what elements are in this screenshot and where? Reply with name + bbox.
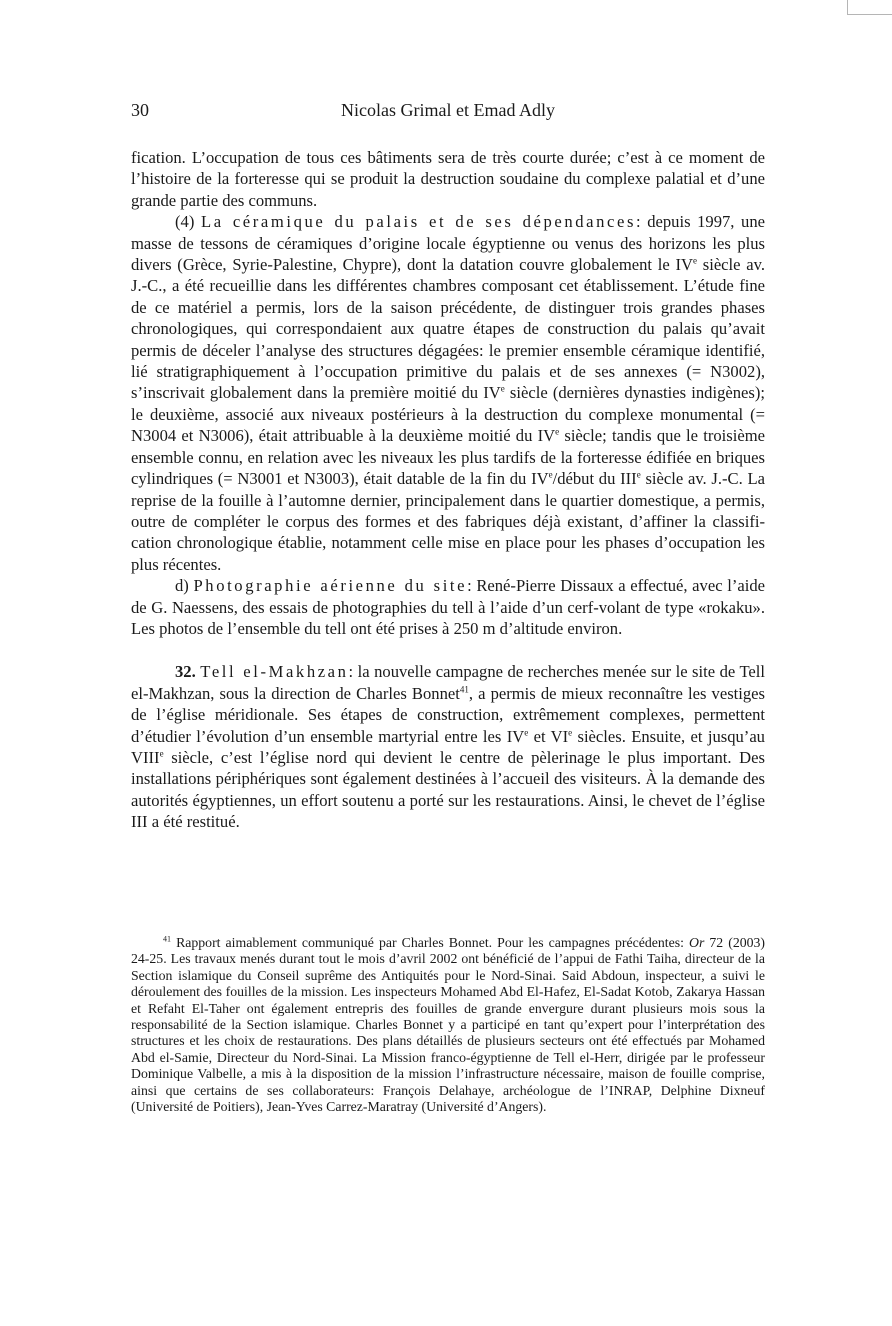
superscript: e	[548, 469, 553, 480]
journal-abbreviation: Or	[688, 935, 705, 950]
footnote-text: 72 (2003) 24-25. Les travaux menés durant tout le mois d’avril 2002 ont bénéficié de l’appui de Fathi Taiha, directeur de la Section islamique du Conseil suprême des Antiquités pour le Nord-Sinai. Said Abdoun, inspecteur, a suivi le déroulement des fouilles de la mission. Les inspecteurs Mohamed Abd El-Hafez, El-Sadat Kotob, Zakarya Hassan et Refaht El-Taher ont également entrepris des fouilles de grande envergure durant plusieurs mois sous la responsabilité de la Section islamique. Charles Bonnet y a participé en tant qu’expert pour l’interprétation des structures et les choix de restaurations. Des plans détaillés de plusieurs secteurs ont été effectués par Mohamed Abd el-Samie, Directeur du Nord-Sinai. La Mission franco-égyptienne de Tell el-Herr, dirigée par le professeur Dominique Valbelle, a mis à la disposition de la mission l’infrastructure nécessaire, maison de fouille comprise, ainsi que certains de ses collaborateurs: François Delahaye, archéologue de l’INRAP, Delphine Dixneuf (Université de Poitiers), Jean-Yves Carrez-Maratray (Université d’Angers).	[131, 935, 766, 1115]
paragraph-text: siècles. Ensuite, et jusqu’au VIII	[131, 726, 765, 767]
paragraph-text: fication. L’occupation de tous ces bâtiments sera de très courte durée; c’est à ce moment de l’histoire de la forteresse qui se produit la destruction soudaine du complexe palatial et d’une grande partie des communs.	[131, 148, 765, 210]
section-heading: Tell el-Makhzan	[200, 662, 349, 682]
footnote-text: Rapport aimablement communiqué par Charles Bonnet. Pour les campagnes précédentes:	[176, 935, 689, 950]
section-number: (4)	[175, 212, 195, 232]
superscript: e	[524, 727, 529, 738]
superscript: e	[555, 426, 560, 437]
scan-corner-mark	[847, 0, 892, 15]
paragraph-text: /début du III	[552, 469, 637, 489]
paragraph-text: siècle; tandis que le troisième ensemble connu, en relation avec les niveaux les plus tardifs de la forteresse édifiée en briques cylindriques (= N3001 et N3003), était datable de la fin du IV	[131, 426, 765, 489]
paragraph-ceramique	[131, 211, 765, 575]
running-head	[131, 100, 765, 124]
section-gap	[131, 639, 765, 661]
paragraph-text: siècle (dernières dynasties indigènes); le deuxième, associé aux niveaux postérieurs à la destruction du complexe monumental (= N3004 et N3006), était attribuable à la deuxième moitié du IV	[131, 383, 765, 446]
paragraph-photographie	[131, 575, 765, 639]
paragraph-tell-el-makhzan	[131, 661, 765, 832]
footnote-paragraph	[131, 935, 765, 1115]
paragraph-text: siècle av. J.-C., a été recueillie dans les différentes chambres composant cet établissement. L’étude fine de ce matériel a permis, lors de la saison précédente, de distinguer trois grandes phases chronologiques, qui correspondaient aux quatre étapes de construction du palais qu’avait permis de déceler l’analyse des structures dégagées: le premier ensemble céramique identifié, lié stratigraphiquement à l’occupation primitive du palais et de ses annexes (= N3002), s’inscrivait globalement dans la première moitié du IV	[131, 255, 765, 403]
main-text	[131, 147, 765, 833]
section-heading: La céramique du palais et de ses dépendances	[200, 212, 637, 232]
section-number: 32.	[175, 662, 196, 682]
footnote-reference: 41	[459, 684, 469, 695]
running-title: Nicolas Grimal et Emad Adly	[341, 100, 555, 120]
superscript: e	[636, 469, 641, 480]
paragraph-text: : depuis 1997, une masse de tessons de céramiques d’origine locale égyptienne ou venus des horizons les plus divers (Grèce, Syrie-Palestine, Chypre), dont la datation couvre globalement le IV	[131, 212, 765, 275]
paragraph-text: et VI	[528, 726, 569, 746]
paragraph-text: : René-Pierre Dissaux a effectué, avec l’aide de G. Naessens, des essais de photographies du tell à l’aide d’un cerf-volant de type «rokaku». Les photos de l’ensemble du tell ont été prises à 250 m d’altitude environ.	[131, 576, 765, 638]
paragraph-text: : la nouvelle campagne de recherches menée sur le site de Tell el-Makhzan, sous la direction de Charles Bonnet	[131, 662, 766, 703]
superscript: e	[693, 255, 697, 266]
footnote-41	[131, 935, 765, 1115]
paragraph-text: , a permis de mieux reconnaître les vestiges de l’église méridionale. Ses étapes de construction, extrêmement complexes, permettent d’étudier l’évolution d’un ensemble martyrial entre les IV	[131, 683, 765, 746]
section-letter: d)	[175, 576, 189, 596]
footnote-number: 41	[163, 934, 171, 944]
section-heading: Photographie aérienne du site	[193, 576, 468, 596]
superscript: e	[159, 748, 164, 759]
paragraph-fication	[131, 147, 765, 211]
paragraph-text: siècle, c’est l’église nord qui devient le centre de pèlerinage le plus important. Des installations périphériques sont également destinées à l’accueil des visiteurs. À la demande des autorités égyptiennes, un effort soutenu a porté sur les restaurations. Ainsi, le chevet de l’église III a été restitué.	[131, 747, 765, 832]
superscript: e	[500, 383, 505, 394]
paragraph-text: siècle av. J.-C. La reprise de la fouille à l’automne dernier, principalement dans le quartier domestique, a permis, outre de compléter le corpus des formes et des fabriques déjà existant, d’affiner la classification chronologique établie, notamment celle mise en place pour les phases d’occupation les plus récentes.	[131, 469, 765, 574]
page-number: 30	[131, 100, 149, 120]
superscript: e	[568, 727, 573, 738]
